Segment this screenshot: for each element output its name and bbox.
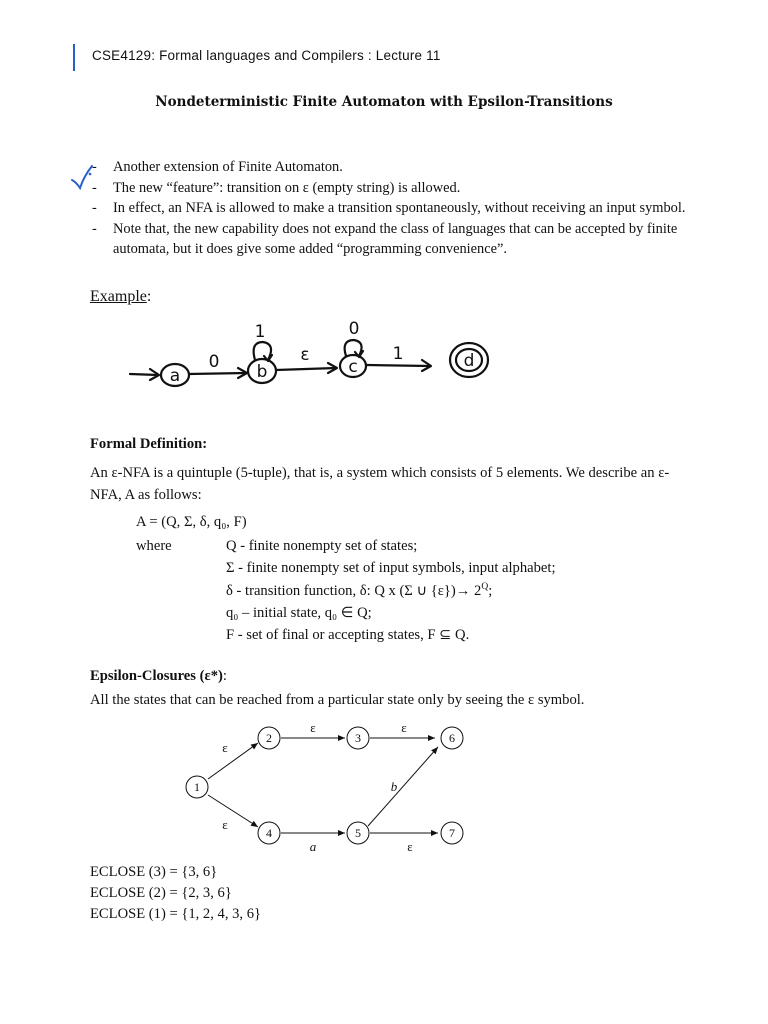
bullet-marker: - [92,159,97,175]
def-final-states: F - set of final or accepting states, F ⊆ Q. [226,627,470,643]
power-set-superscript: Q [481,582,489,593]
example-heading [90,288,151,306]
example-colon: : [146,288,152,305]
epsilon-closures-title: Epsilon-Closures (ε*) [90,668,223,684]
edge-1-2 [208,743,258,779]
header-accent-bar [73,44,75,71]
edge-1-2-label: ε [222,740,228,755]
formal-definition-heading: Formal Definition: [90,436,208,452]
node-6-label: 6 [449,731,455,745]
def-transition-function [226,582,492,600]
state-a-label: a [169,366,181,386]
transition-a-b-label: 0 [208,352,220,372]
start-arrow [130,374,158,375]
def-states: Q - finite nonempty set of states; [226,538,418,554]
node-3-label: 3 [355,731,361,745]
bullet-list [92,157,692,260]
node-2-label: 2 [266,731,272,745]
state-d-label: d [463,351,475,371]
handwritten-automaton-diagram [100,312,520,397]
node-5-label: 5 [355,826,361,840]
bullet-text: Another extension of Finite Automaton. [113,159,343,175]
epsilon-closure-diagram [180,716,480,856]
bullet-marker: - [92,179,97,196]
bullet-item [92,198,692,219]
edge-5-7-label: ε [407,839,413,854]
epsilon-closures-colon: : [222,668,227,684]
eclose-result-2: ECLOSE (2) = {2, 3, 6} [90,885,232,901]
bullet-marker: - [92,200,97,216]
eclose-result-3: ECLOSE (3) = {3, 6} [90,864,218,880]
edge-2-3-label: ε [310,720,316,735]
bullet-text: In effect, an NFA is allowed to make a transition spontaneously, without receiving an input symbol. [113,200,686,216]
eclose-result-1: ECLOSE (1) = {1, 2, 4, 3, 6} [90,906,262,922]
epsilon-closures-heading [90,668,227,685]
bullet-item [92,178,692,199]
page-title: Nondeterministic Finite Automaton with Epsilon-Transitions [155,94,613,110]
edge-1-4 [208,795,258,827]
lecture-header: CSE4129: Formal languages and Compilers : Lecture 11 [92,48,441,63]
node-1-label: 1 [194,780,200,794]
bullet-item [92,157,692,178]
def-transition-text: δ - transition function, δ: Q x (Σ ∪ {ε})→ 2 [226,583,482,599]
transition-b-c-label: ε [300,345,310,365]
bullet-text: Note that, the new capability does not expand the class of languages that can be accepted by finite automata, but it does give some added “programming convenience”. [113,220,678,257]
def-transition-tail: ; [488,583,493,599]
edge-5-6 [368,747,438,826]
formal-definition-intro: An ε-NFA is a quintuple (5-tuple), that is, a system which consists of 5 elements. We describe an ε-NFA, A as follows: [90,465,670,503]
def-initial-state: q₀ – initial state, q₀ ∈ Q; [226,605,372,621]
transition-c-d-label: 1 [392,344,404,364]
loop-b-label: 1 [254,322,266,342]
node-4-label: 4 [266,826,272,840]
epsilon-closures-description: All the states that can be reached from a particular state only by seeing the ε symbol. [90,692,585,708]
edge-3-6-label: ε [401,720,407,735]
state-b-label: b [256,362,268,382]
edge-1-4-label: ε [222,817,228,832]
node-7-label: 7 [449,826,455,840]
edge-5-6-label: b [390,779,398,794]
state-c-label: c [348,357,358,377]
where-label: where [136,538,172,554]
tuple-definition: A = (Q, Σ, δ, q₀, F) [136,514,247,530]
bullet-marker: - [92,220,97,237]
example-label: Example [90,288,147,305]
bullet-item [92,219,692,260]
def-alphabet: Σ - finite nonempty set of input symbols, input alphabet; [226,560,556,576]
edge-4-5-label: a [309,839,317,854]
loop-c-label: 0 [348,319,360,339]
bullet-text: The new “feature”: transition on ε (empty string) is allowed. [113,179,461,196]
